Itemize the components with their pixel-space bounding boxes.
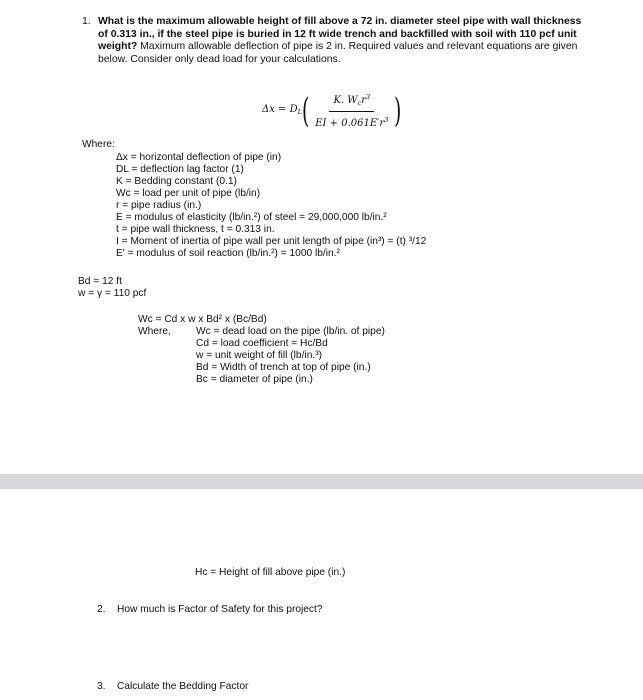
formula-numerator: K. $W_cr^3$ [329,91,374,112]
question-1-number: 1. [82,16,91,27]
question-1-bold-text: What is the maximum allowable height of fill above a 72 in. diameter steel pipe with wall thickness of 0.313 in., if the steel pipe is buried in 12 ft wide trench and backfilled with soil with 110 pcf unit weight? [98,16,582,53]
definition-item: t = pipe wall thickness, t = 0.313 in. [116,224,275,235]
definition-item: E' = modulus of soil reaction (lb/in.²) = 1000 lb/in.² [116,248,340,259]
load-term: Bc = diameter of pipe (in.) [196,374,313,385]
formula-lhs: $\Delta x = D_L$ [262,103,302,116]
formula-right-paren: ) [394,90,402,131]
given-unit-weight: w = γ = 110 pcf [78,288,147,299]
deflection-formula [262,91,402,130]
definition-item: r = pipe radius (in.) [116,200,202,211]
load-term: Bd = Width of trench at top of pipe (in.) [196,362,371,373]
question-2 [97,604,323,616]
definition-item: K = Bedding constant (0.1) [116,176,237,187]
question-3 [97,681,248,693]
page-separator [0,474,643,489]
load-equation-where: Where, [138,326,171,337]
question-1-normal-text: Maximum allowable deflection of pipe is 2 in. Required values and relevant equations are given below. Consider only dead load for your calculations. [98,41,578,65]
where-label: Where: [82,139,115,150]
load-term: w = unit weight of fill (lb/in.³) [196,350,322,361]
load-term: Cd = load coefficient = Hc/Bd [196,338,328,349]
formula-denominator: EI + $0.061E'r^3$ [315,116,389,129]
definition-item: I = Moment of inertia of pipe wall per unit length of pipe (in³) = (t) ³/12 [116,236,427,247]
hc-definition: Hc = Height of fill above pipe (in.) [195,567,346,578]
definition-item: DL = deflection lag factor (1) [116,164,244,175]
question-1 [82,16,582,66]
formula-fraction [311,91,392,130]
load-term: Wc = dead load on the pipe (lb/in. of pipe) [196,326,385,337]
formula-left-paren: ( [301,90,310,131]
question-2-text: How much is Factor of Safety for this project? [117,604,323,615]
definition-item: Wc = load per unit of pipe (lb/in) [116,188,261,199]
question-3-number: 3. [97,681,106,692]
definition-item: Δx = horizontal deflection of pipe (in) [116,152,282,163]
given-trench-width: Bd = 12 ft [78,276,122,287]
load-equation: Wc = Cd x w x Bd² x (Bc/Bd) [138,314,267,325]
question-1-body [98,16,582,66]
question-3-text: Calculate the Bedding Factor [117,681,249,692]
question-2-number: 2. [97,604,106,615]
definition-item: E = modulus of elasticity (lb/in.²) of steel = 29,000,000 lb/in.² [116,212,387,223]
